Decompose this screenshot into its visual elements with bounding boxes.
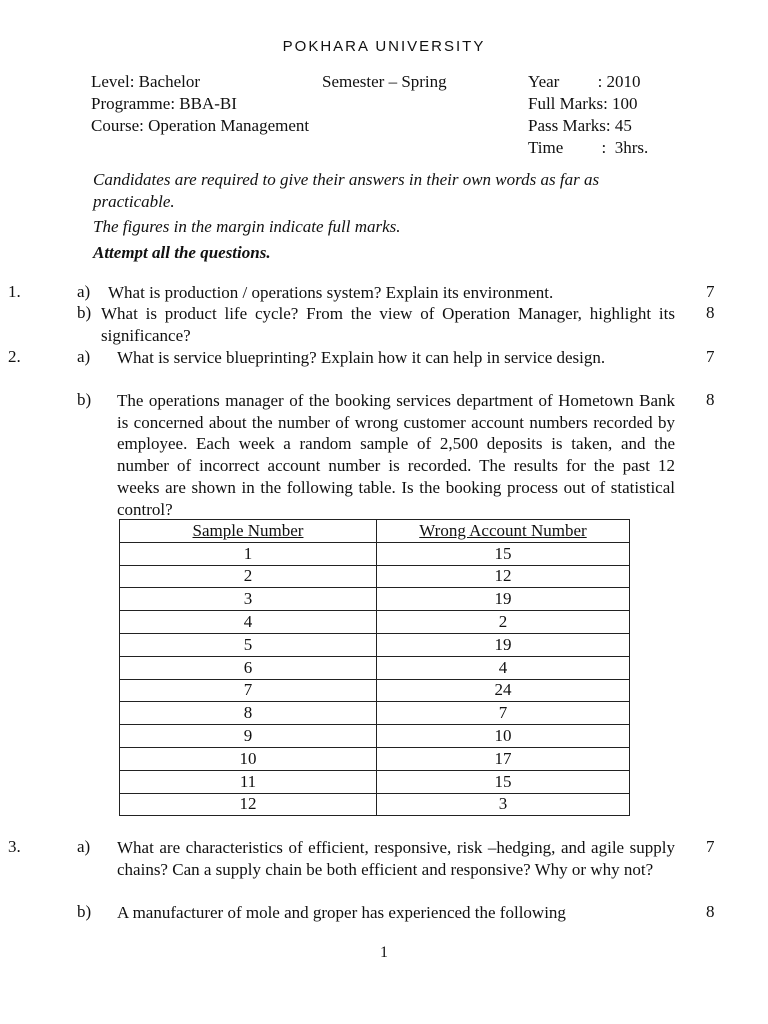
table-row (120, 542, 630, 565)
marks-value: 8 (706, 303, 715, 322)
part-label: b) (77, 390, 92, 409)
question-text: What is product life cycle? From the view of Operation Manager, highlight its significance? (101, 304, 675, 345)
instruction-own-words: Candidates are required to give their answers in their own words as far as practicable. (93, 170, 600, 211)
question-text: What is production / operations system? Explain its environment. (108, 283, 554, 302)
part-label: b) (77, 902, 92, 921)
table-row (120, 611, 630, 634)
table-row (120, 679, 630, 702)
sample-number-cell: 6 (120, 656, 377, 679)
question-text: What are characteristics of efficient, responsive, risk –hedging, and agile supply chains? Can a supply chain be both efficient and responsive? Why or why not? (117, 838, 675, 879)
full-marks-label: Full Marks: 100 (528, 94, 638, 113)
semester-label: Semester – Spring (322, 72, 447, 91)
wrong-account-cell: 24 (377, 679, 630, 702)
marks-value: 7 (706, 347, 715, 366)
sample-number-cell: 4 (120, 611, 377, 634)
sample-number-cell: 1 (120, 542, 377, 565)
sample-number-cell: 9 (120, 725, 377, 748)
part-label: a) (77, 347, 91, 366)
sample-number-cell: 2 (120, 565, 377, 588)
table-header-row (120, 520, 630, 543)
question-number: 3. (8, 837, 21, 856)
sample-number-cell: 7 (120, 679, 377, 702)
time-label: Time : 3hrs. (528, 138, 649, 157)
marks-value: 7 (706, 837, 715, 856)
year-label: Year : 2010 (528, 72, 641, 91)
wrong-account-cell: 15 (377, 770, 630, 793)
table-row (120, 633, 630, 656)
sample-number-cell: 10 (120, 747, 377, 770)
question-number: 1. (8, 282, 21, 301)
wrong-account-cell: 10 (377, 725, 630, 748)
sample-number-cell: 3 (120, 588, 377, 611)
wrong-account-cell: 12 (377, 565, 630, 588)
wrong-account-cell: 17 (377, 747, 630, 770)
part-label: b) (77, 303, 92, 322)
marks-value: 8 (706, 390, 715, 409)
sample-number-cell: 5 (120, 633, 377, 656)
table-row (120, 588, 630, 611)
question-text: The operations manager of the booking services department of Hometown Bank is concerned about the number of wrong customer account numbers recorded by employee. Each week a random sample of 2,500 deposits is taken, and the number of incorrect account number is recorded. The results for the past 12 weeks are shown in the following table. Is the booking process out of statistical control? (117, 391, 675, 519)
instruction-attempt-all: Attempt all the questions. (93, 243, 271, 262)
marks-value: 7 (706, 282, 715, 301)
university-title: POKHARA UNIVERSITY (282, 38, 486, 55)
wrong-account-cell: 4 (377, 656, 630, 679)
table-row (120, 702, 630, 725)
wrong-account-cell: 15 (377, 542, 630, 565)
wrong-account-table (119, 519, 630, 816)
wrong-account-cell: 2 (377, 611, 630, 634)
column-header-sample: Sample Number (120, 520, 377, 543)
level-label: Level: Bachelor (91, 72, 201, 91)
wrong-account-cell: 7 (377, 702, 630, 725)
sample-number-cell: 12 (120, 793, 377, 816)
question-text: What is service blueprinting? Explain how it can help in service design. (117, 348, 606, 367)
course-label: Course: Operation Management (91, 116, 310, 135)
programme-label: Programme: BBA-BI (91, 94, 237, 113)
table-row (120, 725, 630, 748)
instruction-figures: The figures in the margin indicate full marks. (93, 217, 401, 236)
table-row (120, 747, 630, 770)
wrong-account-cell: 3 (377, 793, 630, 816)
marks-value: 8 (706, 902, 715, 921)
sample-number-cell: 8 (120, 702, 377, 725)
table-row (120, 793, 630, 816)
wrong-account-cell: 19 (377, 588, 630, 611)
table-row (120, 770, 630, 793)
pass-marks-label: Pass Marks: 45 (528, 116, 632, 135)
column-header-wrong-account: Wrong Account Number (377, 520, 630, 543)
question-number: 2. (8, 347, 21, 366)
part-label: a) (77, 282, 91, 301)
page-number: 1 (380, 944, 388, 961)
question-text: A manufacturer of mole and groper has experienced the following (117, 903, 566, 922)
sample-number-cell: 11 (120, 770, 377, 793)
table-row (120, 656, 630, 679)
table-row (120, 565, 630, 588)
wrong-account-cell: 19 (377, 633, 630, 656)
part-label: a) (77, 837, 91, 856)
